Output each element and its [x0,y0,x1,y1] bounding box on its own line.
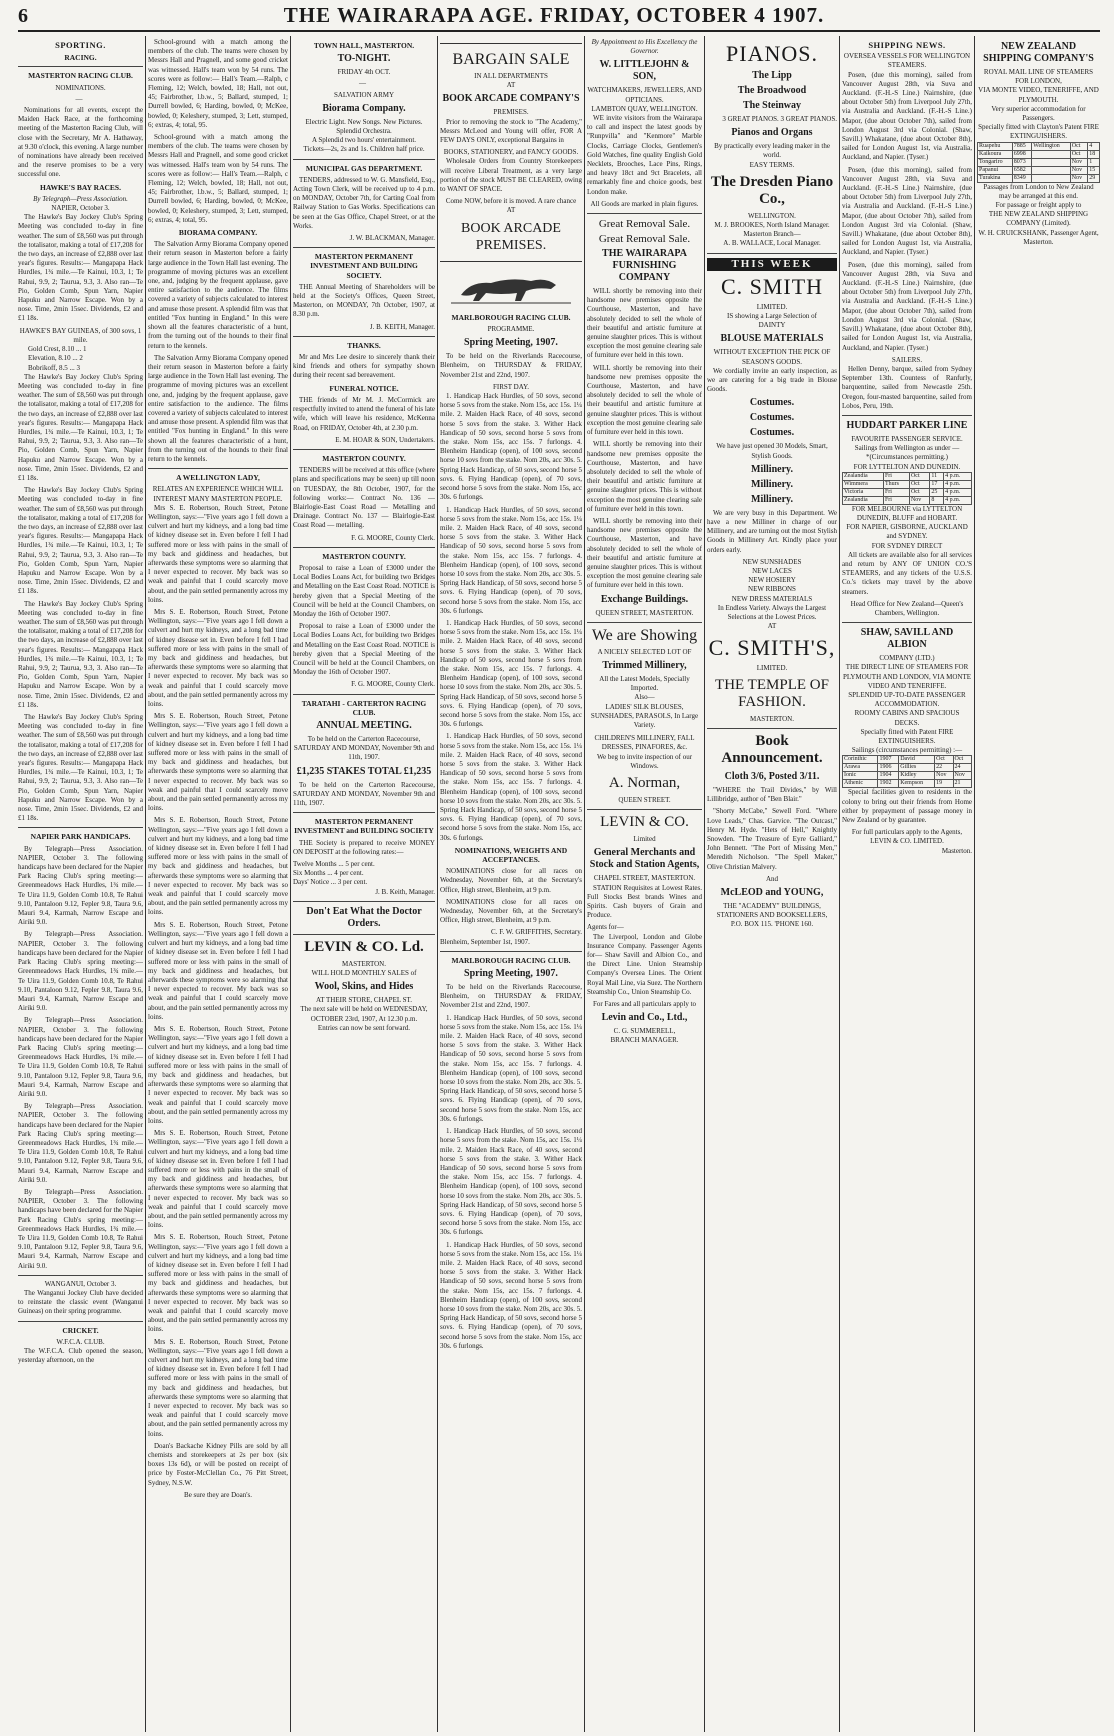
mpib-sign: J. B. KEITH, Manager. [369,322,435,331]
temple: THE TEMPLE OF FASHION. [715,676,829,710]
table-row: Papanui 6582 Nov 15 [978,166,1100,174]
section-heading: SPORTING. [55,40,106,50]
all-depts: IN ALL DEPARTMENTS [474,72,548,80]
napier-park-text: By Telegraph—Press Association. NAPIER, October 3. The following handicaps have been declared for the Napier Park Racing Club's spring meeting:— Greenmeadows Hack Hurdles, 1¾ mile.—Te Uira 11.9, Golden Comb 10.8, Te Rahui 9.10, Pantaloon 9.12, Fepler 9.8, Taura 9.6, Mauri 9.4, Karmah, Narrow Escape and Airiki 9.0. [18,930,143,1013]
station: STATION Requisites at Lowest Rates. Full Stocks Best brands Wines and Spirits. Cash buyers of Grain and Produce. [587,883,702,920]
napier-article: The Hawke's Bay Jockey Club's Spring Meeting was concluded to-day in fine weather. The sum of £8,560 was put through the totalisator, making a total of £17,208 for the two days, an increase of £2,888 over last year's figures. Results:— Mangapapa Hack Hurdles, 1¾ mile.—Te Kainui, 10.3, 1; Te Rahui, 9.9, 2; Taurua, 9.3, 3. Also ran—Te Pio, Golden Comb, Spun Yarn, Napier Hapuku and Narrow Escape. Won by a nose. Time, 2min 15sec. Dividends, £2 and £1 18s. [18,213,143,323]
book-arcade: BOOK ARCADE COMPANY'S [442,93,580,105]
funeral-text: THE friends of Mr M. J. McCormick are respectfully invited to attend the funeral of his late wife, which will leave his residence, McKenna Road, on FRIDAY, October 4th, at 2.30 p.m. [293,395,435,432]
for-melbourne: FOR MELBOURNE via LYTTELTON DUNEDIN, BLUFF and HOBART. [851,504,963,522]
pianos: PIANOS. [726,41,818,66]
at: AT [767,622,777,631]
masterton-branch: Masterton Branch— [743,230,801,239]
lambton: LAMBTON QUAY, WELLINGTON. [591,104,698,113]
wholesale: Wholesale Orders from Country Storekeepers will receive Liberal Treatment, as a very large portion of the stock MUST BE CLEARED, owing to WANT OF SPACE. [440,157,582,194]
limited: LIMITED. [756,302,788,311]
ladies: LADIES' SILK BLOUSES, SUNSHADES, PARASOLS, In Large Variety. [590,702,699,729]
cricket-continued: School-ground with a match among the members of the club. The teams were chosen by Messrs Hall and Pragnell, and some good cricket was witnessed. Hall's team won by 54 runs. The scores were as follow:— Hall's Team.—Ralph, c Fleming, 12; Welch, bowled, 18; Hall, not out, 45; Fairbrother, l.b.w., 5; Ballard, stumped, 1; Durrell bowled, 6; Harding, bowled, 0; McKee, bowled, 0; Keleshery, stumped, 3; Lett, stumped, 6; extras, 4; total, 95. [148,38,288,129]
result-line: Bobrikoff, 8.5 ... 3 [28,363,80,372]
bargain-heading: BARGAIN SALE [452,51,570,68]
splendid: SPLENDID UP-TO-DATE PASSENGER ACCOMMODATION. [848,690,966,709]
levin-heading: LEVIN & CO. Ld. [304,938,424,955]
gas-heading: MUNICIPAL GAS DEPARTMENT. [305,163,423,173]
spring-text: To be held on the Riverlands Racecourse, Blenheim, on THURSDAY & FRIDAY, November 21st and 22nd, 1907. [440,352,582,379]
electric: Electric Light. New Songs. New Pictures. Splendid Orchestra. [305,117,423,136]
nom-text: NOMINATIONS close for all races on Wednesday, November 6th, at the Secretary's Office, High street, Blenheim, at 9 p.m. [440,867,582,894]
specially: Specially fitted with Clayton's Patent FIRE EXTINGUISHERS. [978,123,1099,141]
masterton: MASTERTON. [750,714,794,723]
general: General Merchants and Stock and Station Agents, [589,847,700,871]
wallace: A. B. WALLACE, Local Manager. [723,239,821,248]
napier-park-text: By Telegraph—Press Association. NAPIER, October 3. The following handicaps have been declared for the Napier Park Racing Club's spring meeting:— Greenmeadows Hack Hurdles, 1¾ mile.—Te Uira 11.9, Golden Comb 10.8, Te Rahui 9.10, Pantaloon 9.12, Fepler 9.8, Taura 9.6, Mauri 9.4, Karmah, Narrow Escape and Airiki 9.0. [18,1016,143,1098]
page-number: 6 [18,5,28,27]
steinway: The Steinway [742,100,802,111]
column-sporting: SPORTING. RACING. MASTERTON RACING CLUB. NOMINATIONS. — Nominations for all events, except the Maiden Hack Race, at the forthcoming meeting of the Masterton Racing Club, will close with the Secretary, Mr A. Hathaway, at 9.30 o'clock, this evening. A large number of nominations have already been received and the reserve promises to be a very successful one. HAWKE'S BAY RACES. By Telegraph—Press Association. NAPIER, October 3. The Hawke's Bay Jockey Club's Spring Meeting was concluded to-day in fine weather. The sum of £8,560 was put through the totalisator, making a total of £17,208 for the two days, an increase of £2,888 over last year's figures. Results:— Mangapapa Hack Hurdles, 1¾ mile.—Te Kainui, 10.3, 1; Te Rahui, 9.9, 2; Taurua, 9.3, 3. Also ran—Te Pio, Golden Comb, Spun Yarn, Napier Hapuku and Narrow Escape. Won by a nose. Time, 2min 15sec. Dividends, £2 and £1 18s. HAWKE'S BAY GUINEAS, of 300 sovs, 1 mile. Gold Crest, 8.10 ... 1 Elevation, 8.10 ... 2 Bobrikoff, 8.5 ... 3 The Hawke's Bay Jockey Club's Spring Meeting was concluded to-day in fine weather. The sum of £8,560 was put through the totalisator, making a total of £17,208 for the two days, an increase of £2,888 over last year's figures. Results:— Mangapapa Hack Hurdles, 1¾ mile.—Te Kainui, 10.3, 1; Te Rahui, 9.9, 2; Taurua, 9.3, 3. Also ran—Te Pio, Golden Comb, Spun Yarn, Napier Hapuku and Narrow Escape. Won by a nose. Time, 2min 15sec. Dividends, £2 and £1 18s. The Hawke's Bay Jockey Club's Spring Meeting was concluded to-day in fine weather. The sum of £8,560 was put through the totalisator, making a total of £17,208 for the two days, an increase of £2,888 over last year's figures. Results:— Mangapapa Hack Hurdles, 1¾ mile.—Te Kainui, 10.3, 1; Te Rahui, 9.9, 2; Taurua, 9.3, 3. Also ran—Te Pio, Golden Comb, Spun Yarn, Napier Hapuku and Narrow Escape. Won by a nose. Time, 2min 15sec. Dividends, £2 and £1 18s. The Hawke's Bay Jockey Club's Spring Meeting was concluded to-day in fine weather. The sum of £8,560 was put through the totalisator, making a total of £17,208 for the two days, an increase of £2,888 over last year's figures. Results:— Mangapapa Hack Hurdles, 1¾ mile.—Te Kainui, 10.3, 1; Te Rahui, 9.9, 2; Taurua, 9.3, 3. Also ran—Te Pio, Golden Comb, Spun Yarn, Napier Hapuku and Narrow Escape. Won by a nose. Time, 2min 15sec. Dividends, £2 and £1 18s. The Hawke's Bay Jockey Club's Spring Meeting was concluded to-day in fine weather. The sum of £8,560 was put through the totalisator, making a total of £17,208 for the two days, an increase of £2,888 over last year's figures. Results:— Mangapapa Hack Hurdles, 1¾ mile.—Te Kainui, 10.3, 1; Te Rahui, 9.9, 2; Taurua, 9.3, 3. Also ran—Te Pio, Golden Comb, Spun Yarn, Napier Hapuku and Narrow Escape. Won by a nose. Time, 2min 15sec. Dividends, £2 and £1 18s. NAPIER PARK HANDICAPS. By Telegraph—Press Association. NAPIER, October 3. The following handicaps have been declared for the Napier Park Racing Club's spring meeting:— Greenmeadows Hack Hurdles, 1¾ mile.—Te Uira 11.9, Golden Comb 10.8, Te Rahui 9.10, Pantaloon 9.12, Fepler 9.8, Taura 9.6, Mauri 9.4, Karmah, Narrow Escape and Airiki 9.0. By Telegraph—Press Association. NAPIER, October 3. The following handicaps have been declared for the Napier Park Racing Club's spring meeting:— Greenmeadows Hack Hurdles, 1¾ mile.—Te Uira 11.9, Golden Comb 10.8, Te Rahui 9.10, Pantaloon 9.12, Fepler 9.8, Taura 9.6, Mauri 9.4, Karmah, Narrow Escape and Airiki 9.0. By Telegraph—Press Association. NAPIER, October 3. The following handicaps have been declared for the Napier Park Racing Club's spring meeting:— Greenmeadows Hack Hurdles, 1¾ mile.—Te Uira 11.9, Golden Comb 10.8, Te Rahui 9.10, Pantaloon 9.12, Fepler 9.8, Taura 9.6, Mauri 9.4, Karmah, Narrow Escape and Airiki 9.0. By Telegraph—Press Association. NAPIER, October 3. The following handicaps have been declared for the Napier Park Racing Club's spring meeting:— Greenmeadows Hack Hurdles, 1¾ mile.—Te Uira 11.9, Golden Comb 10.8, Te Rahui 9.10, Pantaloon 9.12, Fepler 9.8, Taura 9.6, Mauri 9.4, Karmah, Narrow Escape and Airiki 9.0. By Telegraph—Press Association. NAPIER, October 3. The following handicaps have been declared for the Napier Park Racing Club's spring meeting:— Greenmeadows Hack Hurdles, 1¾ mile.—Te Uira 11.9, Golden Comb 10.8, Te Rahui 9.10, Pantaloon 9.12, Fepler 9.8, Taura 9.6, Mauri 9.4, Karmah, Narrow Escape and Airiki 9.0. WANGANUI, October 3. The Wanganui Jockey Club have decided to reinstate the classic event (Wanganui Guineas) on their spring programme. CRICKET. W.F.C.A. CLUB. The W.F.C.A. Club opened the season, yesterday afternoon, on the [18,40,143,1365]
costumes: Costumes. [749,427,795,439]
table-row: Ruapehu 7885 Wellington Oct 4 [978,142,1100,150]
races-text: 1. Handicap Hack Hurdles, of 50 sovs, second horse 5 sovs from the stake. Nom 15s, acc 15s. 1¼ mile. 2. Maiden Hack Race, of 40 sovs, second horse 5 sovs from the stake. 3. Wither Hack Handicap of 50 sovs, second horse 5 sovs from the stake. Nom 15s, acc 15s. 7 furlongs. 4. Blenheim Handicap (open), of 100 sovs, second horse 10 sovs from the stake. Nom 20s, acc 30s. 5. Spring Hack Handicap, of 50 sovs, second horse 5 sovs. 6. Flying Handicap (open), of 70 sovs, second horse 5 sovs from the stake. Nom 15s, acc 30s. 6 furlongs. [440,1127,582,1237]
lady-article: Mrs S. E. Robertson, Rouch Street, Petone Wellington, says:—"Five years ago I fell down a culvert and hurt my kidneys, and a long bad time of kidney disease set in. Even before I fell I had suffered more or less with pains in the small of my back and giddiness and headaches, but afterwards these symptoms were so alarming that I never expected to recover. My back was so weak and painful that I could scarcely move about, and the pain settled permanently across my loins. [148,1233,288,1334]
marlborough-heading: MARLBOROUGH RACING CLUB. [451,955,571,965]
agents-list: The Liverpool, London and Globe Insurance Company. Passenger Agents for— Shaw Savill and Albion Co., and the Direct Line. Union Steamship Company's Oversea Lines. The Orient Royal Mail Line, via Suez. The Northern Steamship Co., Union Steamship Co. [587,932,702,996]
table-row: Wimmera Thurs Oct 17 4 p.m. [843,480,972,488]
millinery: Millinery. [751,478,793,490]
childrens: CHILDREN'S MILLINERY, FALL DRESSES, PINAFORES, &c. [594,734,695,752]
nzshipping: THE NEW ZEALAND SHIPPING COMPANY (Limited). [988,210,1089,228]
lady-heading: A WELLINGTON LADY, [176,473,260,483]
biorama-heading: BIORAMA COMPANY. [178,228,258,238]
removal: Great Removal Sale. [598,233,691,246]
steamers-text: Posen, (due this morning), sailed from Vancouver August 28th, via Suva and Auckland. (F.-H.-S Line.) Nairnshire, (due about October 5th) from Liverpool July 27th, via Australia and Auckland. (F.-H.-S Line.) Mapor, (due about October 7th), sailed from London August 3rd via Colonial. (Shaw, Savill.) Whakatane, (due about October 8th), sailed for London August 1st, via Australia, Auckland, and Napier. (Tyser.) [842,260,972,352]
lady-article: Mrs S. E. Robertson, Rouch Street, Petone Wellington, says:—"Five years ago I fell down a culvert and hurt my kidneys, and a long bad time of kidney disease set in. Even before I fell I had suffered more or less with pains in the small of my back and giddiness and headaches, but afterwards these symptoms were so alarming that I never expected to recover. My back was so weak and painful that I could scarcely move about, and the pain settled permanently across my loins. [148,1129,288,1230]
dainty: DAINTY [758,321,786,330]
levin-store: AT THEIR STORE, CHAPEL ST. [315,996,413,1005]
c-smiths: C. SMITH'S, [708,634,836,660]
lipp: The Lipp [752,70,792,81]
sailings: Sailings from Wellington as under — [854,444,960,453]
mpib2-heading: MASTERTON PERMANENT INVESTMENT and BUILDING SOCIETY [294,817,434,836]
marlborough-heading: MARLBOROUGH RACING CLUB. [451,312,571,322]
mpib-heading: MASTERTON PERMANENT INVESTMENT AND BUILDING SOCIETY. [310,252,418,280]
column-notices: TOWN HALL, MASTERTON. TO-NIGHT. FRIDAY 4th OCT. — SALVATION ARMY Biorama Company. Electric Light. New Songs. New Pictures. Splendid Orchestra. A Splendid two hours' entertainment. Tickets—2s, 2s and 1s. Children half price. MUNICIPAL GAS DEPARTMENT. TENDERS, addressed to W. G. Mansfield, Esq., Acting Town Clerk, will be received up to 4 p.m. on MONDAY, October 7th, for Carting Coal from Railway Station to Gas Works. Specifications can be seen at the Gas Office, Chapel Street, or at the Works. J. W. BLACKMAN, Manager. MASTERTON PERMANENT INVESTMENT AND BUILDING SOCIETY. THE Annual Meeting of Shareholders will be held at the Society's Offices, Queen Street, Masterton, on MONDAY, 7th October, 1907, at 8.30 p.m. J. B. KEITH, Manager. THANKS. Mr and Mrs Lee desire to sincerely thank their kind friends and others for sympathy shown during their recent sad bereavement. FUNERAL NOTICE. THE friends of Mr M. J. McCormick are respectfully invited to attend the funeral of his late wife, which will leave his residence, McKenna Road, on FRIDAY, October 4th, at 2.30 p.m. E. M. HOAR & SON, Undertakers. MASTERTON COUNTY. TENDERS will be received at this office (where plans and specifications may be seen) up till noon on TUESDAY, the 8th October, 1907, for the following works:— Contract No. 136 — Blairlogie-East Coast Road — Metalling and Drainage. Contract No. 137 — Blairlogie-East Coast Road — metalling. F. G. MOORE, County Clerk. MASTERTON COUNTY. Proposal to raise a Loan of £3000 under the Local Bodies Loans Act, for building two Bridges and Metalling on the East Coast Road. NOTICE is hereby given that a Special Meeting of the Council will be held at the Council Chambers, on Monday the 16th of October 1907. Proposal to raise a Loan of £3000 under the Local Bodies Loans Act, for building two Bridges and Metalling on the East Coast Road. NOTICE is hereby given that a Special Meeting of the Council will be held at the Council Chambers, on Monday the 16th of October 1907. F. G. MOORE, County Clerk. TARATAHI - CARTERTON RACING CLUB. ANNUAL MEETING. To be held on the Carterton Racecourse, SATURDAY AND MONDAY, November 9th and 11th, 1907. £1,235 STAKES TOTAL £1,235 To be held on the Carterton Racecourse, SATURDAY AND MONDAY, November 9th and 11th, 1907. MASTERTON PERMANENT INVESTMENT and BUILDING SOCIETY THE Society is prepared to receive MONEY ON DEPOSIT at the following rates:— Twelve Months ... 5 per cent. Six Months ... 4 per cent. Days' Notice ... 3 per cent. J. B. Keith, Manager. Don't Eat What the Doctor Orders. LEVIN & CO. Ld. MASTERTON. WILL HOLD MONTHLY SALES of Wool, Skins, and Hides AT THEIR STORE, CHAPEL ST. The next sale will be held on WEDNESDAY, OCTOBER 23rd, 1907, At 12.30 p.m. Entries can now be sent forward. [293,41,435,1032]
racing-heading: RACING. [64,53,97,63]
county-text: TENDERS will be received at this office (where plans and specifications may be seen) up till noon on TUESDAY, the 8th October, 1907, for the following works:— Contract No. 136 — Blairlogie-East Coast Road — Metalling and Drainage. Contract No. 137 — Blairlogie-East Coast Road — metalling. [293,466,435,530]
great: 3 GREAT PIANOS. 3 GREAT PIANOS. [722,115,837,123]
nz-ship: NEW ZEALAND SHIPPING COMPANY'S [983,41,1094,64]
also: Also— [634,693,655,702]
millinery: Millinery. [751,493,793,505]
huddart-table [842,472,972,505]
cruickshank: W. H. CRUICKSHANK, Passenger Agent, Masterton. [978,228,1099,246]
removal: Great Removal Sale. [598,218,691,231]
biorama-co: Biorama Company. [322,102,406,114]
freight: For Fares and all particulars apply to [592,1000,697,1009]
at: AT [506,206,516,215]
book-list: "Shorty McCabe," Sewell Ford. "Where Love Leads," Chas. Garvice. "The Outcast," Henry M. Hyde. "Hets of Hell," Knightly Snowden. "The Treasure of Eyre Galliard," John Bennett. "The Port of Missing Men," Meredith Nicholson. "The Spell Maker," Olive Christian Malvery. [707,807,837,871]
levin: LEVIN & CO. LIMITED. [870,837,944,846]
special: Special facilities given to residents in the colony to bring out their friends from Home either by prepayment of passage money in New Zealand or by guarantee. [842,788,972,825]
guaranteed: All Goods are marked in plain figures. [590,199,699,208]
wfc-text: WILL shortly be removing into their handsome new premises opposite the Courthouse, Masterton, and have absolutely decided to sell the whole of their beautiful and artistic furniture at genuine slaughter prices. This is without exception the most genuine clearing sale of furniture ever held in this town. [587,287,702,360]
via: VIA MONTE VIDEO, TENERIFFE, AND PLYMOUTH. [978,86,1099,104]
races-text: 1. Handicap Hack Hurdles, of 50 sovs, second horse 5 sovs from the stake. Nom 15s, acc 15s. 1¼ mile. 2. Maiden Hack Race, of 40 sovs, second horse 5 sovs from the stake. 3. Wither Hack Handicap of 50 sovs, second horse 5 sovs from the stake. Nom 15s, acc 15s. 7 furlongs. 4. Blenheim Handicap (open), of 100 sovs, second horse 10 sovs from the stake. Nom 20s, acc 30s. 5. Spring Hack Handicap, of 50 sovs, second horse 5 sovs. 6. Flying Handicap (open), of 70 sovs, second horse 5 sovs from the stake. Nom 15s, acc 30s. 6 furlongs. [440,1013,582,1123]
steamers-text: Posen, (due this morning), sailed from Vancouver August 28th, via Suva and Auckland. (F.-H.-S Line.) Nairnshire, (due about October 5th) from Liverpool July 27th, via Australia and Auckland. (F.-H.-S Line.) Mapor, (due about October 7th), sailed from London August 3rd via Colonial. (Shaw, Savill.) Whakatane, (due about October 8th), sailed for London August 1st, via Australia, Auckland, and Napier. (Tyser.) [842,165,972,257]
mpib-text: THE Annual Meeting of Shareholders will be held at the Society's Offices, Queen Street, Masterton, on MONDAY, 7th October, 1907, at 8.30 p.m. [293,282,435,319]
sailers-text: Hellen Denny, barque, sailed from Sydney September 13th. Countess of Ranfurly, barquentine, sailed from Newcastle 25th. Oregon, four-masted barquentine, sailed from Lobos, Peru, 19th. [842,364,972,410]
table-row: Zealandia Fri Oct 11 4 p.m. [843,472,972,480]
napier-article: The Hawke's Bay Jockey Club's Spring Meeting was concluded to-day in fine weather. The sum of £8,560 was put through the totalisator, making a total of £17,208 for the two days, an increase of £2,888 over last year's figures. Results:— Mangapapa Hack Hurdles, 1¾ mile.—Te Kainui, 10.3, 1; Te Rahui, 9.9, 2; Taurua, 9.3, 3. Also ran—Te Pio, Golden Comb, Spun Yarn, Napier Hapuku and Narrow Escape. Won by a nose. Time, 2min 15sec. Dividends, £2 and £1 18s. [18,486,143,596]
nzs-table [977,142,1100,183]
exchange: Exchange Buildings. [600,593,689,605]
tickets: Tickets—2s, 2s and 1s. Children half price. [303,145,425,154]
new-item: NEW SUNSHADES [742,557,802,566]
county-sign: F. G. MOORE, County Clerk. [351,533,435,542]
costumes: Costumes. [749,412,795,424]
oversea: OVERSEA VESSELS FOR WELLINGTON [843,52,971,61]
spring-meeting: Spring Meeting, 1907. [464,337,558,349]
roomy: ROOMY CABINS AND SPACIOUS DECKS. [854,709,960,727]
column-nzshipping [977,38,1100,1730]
agents: Agents for— [587,923,624,932]
napier-article: The Hawke's Bay Jockey Club's Spring Meeting was concluded to-day in fine weather. The sum of £8,560 was put through the totalisator, making a total of £17,208 for the two days, an increase of £2,888 over last year's figures. Results:— Mangapapa Hack Hurdles, 1¾ mile.—Te Kainui, 10.3, 1; Te Rahui, 9.9, 2; Taurua, 9.3, 3. Also ran—Te Pio, Golden Comb, Spun Yarn, Napier Hapuku and Narrow Escape. Won by a nose. Time, 2min 15sec. Dividends, £2 and £1 18s. [18,599,143,709]
limited2: LIMITED. [756,663,788,672]
prior: Prior to removing the stock to "The Academy," Messrs McLeod and Young will offer, FOR A FEW DAYS ONLY, exceptional Bargains in [440,117,582,145]
napier-park-text: By Telegraph—Press Association. NAPIER, October 3. The following handicaps have been declared for the Napier Park Racing Club's spring meeting:— Greenmeadows Hack Hurdles, 1¾ mile.—Te Uira 11.9, Golden Comb 10.8, Te Rahui 9.10, Pantaloon 9.12, Fepler 9.8, Taura 9.6, Mauri 9.4, Karmah, Narrow Escape and Airiki 9.0. [18,844,143,927]
lady-article: Mrs S. E. Robertson, Rouch Street, Petone Wellington, says:—"Five years ago I fell down a culvert and hurt my kidneys, and a long bad time of kidney disease set in. Even before I fell I had suffered more or less with pains in the small of my back and giddiness and headaches, but afterwards these symptoms were so alarming that I never expected to recover. My back was so weak and painful that I could scarcely move about, and the pain settled permanently across my loins. [148,1337,288,1438]
townhall-heading: TOWN HALL, MASTERTON. [313,41,415,50]
premises: PREMISES. [493,108,529,117]
levin2: Levin and Co., Ltd., [601,1012,688,1024]
annual-text: To be held on the Carterton Racecourse, SATURDAY AND MONDAY, November 9th and 11th, 1907. [293,780,435,807]
full: For full particulars apply to the Agents, [851,828,963,837]
napier-park-heading: NAPIER PARK HANDICAPS. [30,832,131,842]
come: Come NOW, before it is moved. A rare chance [445,197,577,206]
latest: All the Latest Models, Specially Imported. [599,674,690,693]
steamers-text: Posen, (due this morning), sailed from Vancouver August 28th, via Suva and Auckland. (F.-H.-S Line.) Nairnshire, (due about October 5th) from Liverpool July 27th, via Australia and Auckland. (F.-H.-S Line.) Mapor, (due about October 7th), sailed from London August 3rd via Colonial. (Shaw, Savill.) Whakatane, (due about October 8th), sailed for London August 1st, via Australia, Auckland, and Napier. (Tyser.) [842,70,972,162]
wfc-text: WILL shortly be removing into their handsome new premises opposite the Courthouse, Masterton, and have absolutely decided to sell the whole of their beautiful and artistic furniture at genuine slaughter prices. This is without exception the most genuine clearing sale of furniture ever held in this town. [587,440,702,513]
sailers: SAILERS. [891,355,923,364]
programme: PROGRAMME. [487,325,535,334]
wool: Wool, Skins, and Hides [314,981,414,993]
table-row: Athenic 1902 Kempson 19 21 [843,780,972,788]
nominations-heading: NOMINATIONS. [55,83,106,92]
first-day: FIRST DAY. [492,382,530,391]
and: And [765,874,779,883]
wellington: WELLINGTON. [748,211,796,220]
millinery: Millinery. [751,463,793,475]
summerell: C. G. SUMMERELL, [613,1027,676,1036]
wanganui-text: The Wanganui Jockey Club have decided to reinstate the classic event (Wanganui Guineas) on their spring programme. [18,1289,143,1316]
new-item: NEW LACES [752,567,792,576]
organs: Pianos and Organs [731,127,813,139]
company: COMPANY (LTD.) [879,654,935,663]
date: FRIDAY 4th OCT. [337,68,391,77]
stationers: STATIONERS AND BOOKSELLERS, [716,911,828,920]
table-row: Turakina 8349 Nov 29 [978,174,1100,182]
broadwood: The Broadwood [737,85,807,96]
keith: J. B. Keith, Manager. [375,887,435,896]
trimmed: Trimmed Millinery, [602,659,687,671]
county2-text: Proposal to raise a Loan of £3000 under the Local Bodies Loans Act, for building two Bridges and Metalling on the East Coast Road. NOTICE is hereby given that a Special Meeting of the Council will be held at the Council Chambers, on Monday the 16th of October 1907. [293,563,435,618]
lady-article: Mrs S. E. Robertson, Rouch Street, Petone Wellington, says:—"Five years ago I fell down a culvert and hurt my kidneys, and a long bad time of kidney disease set in. Even before I fell I had suffered more or less with pains in the small of my back and giddiness and headaches, but afterwards these symptoms were so alarming that I never expected to recover. My back was so weak and painful that I could scarcely move about, and the pain settled permanently across my loins. [148,816,288,917]
county2-heading: MASTERTON COUNTY. [322,551,406,561]
entries: Entries can now be sent forward. [317,1023,411,1032]
salvation: SALVATION ARMY [333,90,395,99]
doans-note: Be sure they are Doan's. [184,1490,252,1499]
lady-article: Mrs S. E. Robertson, Rouch Street, Petone Wellington, says:—"Five years ago I fell down a culvert and hurt my kidneys, and a long bad time of kidney disease set in. Even before I fell I had suffered more or less with pains in the small of my back and giddiness and headaches, but afterwards these symptoms were so alarming that I never expected to recover. My back was so weak and painful that I could scarcely move about, and the pain settled permanently across my loins. [148,503,288,604]
splendid: A Splendid two hours' entertainment. [311,136,417,145]
cordially: We cordially invite an early inspection, as we are catering for a big trade in Blouse Goods. [707,366,837,394]
direct: THE DIRECT LINE OF STEAMERS FOR PLYMOUTH AND LONDON, VIA MONTE VIDEO AND TENERIFFE. [842,663,972,690]
cricket-heading: CRICKET. [62,1325,99,1335]
column-news [148,38,288,1730]
brookes: M. J. BROOKES, North Island Manager. [714,221,830,230]
head-office: Head Office for New Zealand—Queen's Chambers, Wellington. [850,599,964,617]
column-merchants [587,38,702,1730]
nom-text: NOMINATIONS close for all races on Wednesday, November 6th, at the Secretary's Office, High street, Blenheim, at 9 p.m. [440,897,582,925]
result-line: Elevation, 8.10 ... 2 [28,354,83,363]
for-sydney: FOR SYDNEY DIRECT [871,541,943,550]
rate-line: Six Months ... 4 per cent. [293,869,364,878]
taratahi-heading: TARATAHI - CARTERTON RACING CLUB. [301,698,427,717]
costumes: Costumes. [749,397,795,409]
column-bargain [440,38,582,1730]
littlejohn: W. LITTLEJOHN & SON, [599,59,690,83]
dresden: The Dresden Piano Co., [710,173,834,207]
nominations-heading: NOMINATIONS, WEIGHTS AND ACCEPTANCES. [454,845,568,865]
shaw: SHAW, SAVILL AND ALBION [860,627,954,651]
blenheim-date: Blenheim, September 1st, 1907. [440,937,530,946]
easy: EASY TERMS. [749,160,795,169]
wfca-text: The W.F.C.A. Club opened the season, yesterday afternoon, on the [18,1347,143,1365]
races-text: 1. Handicap Hack Hurdles, of 50 sovs, second horse 5 sovs from the stake. Nom 15s, acc 15s. 1¼ mile. 2. Maiden Hack Race, of 40 sovs, second horse 5 sovs from the stake. 3. Wither Hack Handicap of 50 sovs, second horse 5 sovs from the stake. Nom 15s, acc 15s. 7 furlongs. 4. Blenheim Handicap (open), of 100 sovs, second horse 10 sovs from the stake. Nom 20s, acc 30s. 5. Spring Hack Handicap, of 50 sovs, second horse 5 sovs. 6. Flying Handicap (open), of 70 sovs, second horse 5 sovs from the stake. Nom 15s, acc 30s. 6 furlongs. [440,505,582,615]
very-busy: We are very busy in this Department. We have a new Milliner in charge of our Millinery, and are turning out the most Stylish Goods in Millinery Art. Kindly place your orders early. [707,508,837,554]
wfc-text: WILL shortly be removing into their handsome new premises opposite the Courthouse, Masterton, and have absolutely decided to sell the whole of their beautiful and artistic furniture at genuine slaughter prices. This is without exception the most genuine clearing sale of furniture ever held in this town. [587,516,702,590]
for-passage: For passage or freight apply to [995,201,1082,210]
next-sale: The next sale will be held on WEDNESDAY, OCTOBER 23rd, 1907, At 12.30 p.m. [300,1005,428,1023]
wfc: THE WAIRARAPA FURNISHING COMPANY [602,248,687,284]
hawkes-bay-heading: HAWKE'S BAY RACES. [40,182,121,192]
annual-meeting: ANNUAL MEETING. [316,719,412,731]
new-item: NEW HOSIERY [748,576,796,585]
queen-st: QUEEN STREET, MASTERTON. [595,608,694,617]
biorama-article: The Salvation Army Biorama Company opened their return season in Masterton before a fairly large audience in the Town Hall last evening. The programme of moving pictures was an excellent one, and, judging by the frequent applause, gave entire satisfaction to the audience. The films covered a variety of subjects calculated to interest and amuse those present. A splendid film was that entitled "Fox hunting in England." In this were shown all the features characteristic of a hunt, from the turning out of the hounds to their final return to the kennels. [148,353,288,463]
napier-park-text: By Telegraph—Press Association. NAPIER, October 3. The following handicaps have been declared for the Napier Park Racing Club's spring meeting:— Greenmeadows Hack Hurdles, 1¾ mile.—Te Uira 11.9, Golden Comb 10.8, Te Rahui 9.10, Pantaloon 9.12, Fepler 9.8, Taura 9.6, Mauri 9.4, Karmah, Narrow Escape and Airiki 9.0. [18,1102,143,1184]
county2-sign: F. G. MOORE, County Clerk. [351,680,435,689]
napier-article: The Hawke's Bay Jockey Club's Spring Meeting was concluded to-day in fine weather. The sum of £8,560 was put through the totalisator, making a total of £17,208 for the two days, an increase of £2,888 over last year's figures. Results:— Mangapapa Hack Hurdles, 1¾ mile.—Te Kainui, 10.3, 1; Te Rahui, 9.9, 2; Taurua, 9.3, 3. Also ran—Te Pio, Golden Comb, Spun Yarn, Napier Hapuku and Narrow Escape. Won by a nose. Time, 2min 15sec. Dividends, £2 and £1 18s. [18,372,143,482]
funeral-heading: FUNERAL NOTICE. [329,383,399,393]
cloth: Cloth 3/6, Posted 3/11. [724,770,820,782]
blouse: BLOUSE MATERIALS [720,333,824,345]
showing: IS showing a Large Selection of [727,312,817,321]
levin-place: MASTERTON. [342,959,386,968]
wfca-heading: W.F.C.A. CLUB. [56,1337,105,1346]
mpib2-text: THE Society is prepared to receive MONEY ON DEPOSIT at the following rates:— [293,838,435,856]
superior: Very superior accommodation for Passengers. [991,104,1086,123]
without: WITHOUT EXCEPTION THE PICK OF SEASON'S GOODS. [713,348,831,366]
masthead [18,3,1100,32]
just-opened: We have just opened 30 Models, Smart, Stylish Goods. [716,442,828,460]
levin-text: WILL HOLD MONTHLY SALES of [311,969,417,978]
huddart: HUDDART PARKER LINE [846,419,968,431]
shipping-heading: SHIPPING NEWS. [868,40,946,50]
for-lyttelton: FOR LYTTELTON AND DUNEDIN. [853,462,961,471]
gas-text: TENDERS, addressed to W. G. Mansfield, Esq., Acting Town Clerk, will be received up to 4 p.m. on MONDAY, October 7th, for Carting Coal from Railway Station to Gas Works. Specifications can be seen at the Gas Office, Chapel Street, or at the Works. [293,175,435,230]
tickets-text: All tickets are available also for all services and return by ANY OF UNION CO.'S STEAMERS, and any tickets of the U.S.S. Co.'s tickets may travel by the above steamers. [842,550,972,596]
table-row: Tongariro 8073 Nov 1 [978,158,1100,166]
masterton: Masterton. [941,846,972,855]
sailings2: Sailings (circumstances permitting) :— [851,746,963,755]
napier-article: The Hawke's Bay Jockey Club's Spring Meeting was concluded to-day in fine weather. The sum of £8,560 was put through the totalisator, making a total of £17,208 for the two days, an increase of £2,888 over last year's figures. Results:— Mangapapa Hack Hurdles, 1¾ mile.—Te Kainui, 10.3, 1; Te Rahui, 9.9, 2; Taurua, 9.3, 3. Also ran—Te Pio, Golden Comb, Spun Yarn, Napier Hapuku and Narrow Escape. Won by a nose. Time, 2min 15sec. Dividends, £2 and £1 18s. [18,713,143,823]
mcleod: McLEOD and YOUNG, [720,886,824,898]
guineas-heading: HAWKE'S BAY GUINEAS, of 300 sovs, 1 mile. [19,326,142,344]
lady-article: Mrs S. E. Robertson, Rouch Street, Petone Wellington, says:—"Five years ago I fell down a culvert and hurt my kidneys, and a long bad time of kidney disease set in. Even before I fell I had suffered more or less with pains in the small of my back and giddiness and headaches, but afterwards these symptoms were so alarming that I never expected to recover. My back was so weak and painful that I could scarcely move about, and the pain settled permanently across my loins. [148,1024,288,1125]
fitted: Specially fitted with Patent FIRE EXTINGUISHERS. [860,727,954,745]
table-row: Arawa 1906 Gillies 22 24 [843,764,972,772]
book-ann: Book Announcement. [721,732,823,766]
county-heading: MASTERTON COUNTY. [322,453,406,463]
sign: C. F. W. GRIFFITHS, Secretary. [491,928,582,937]
norman: A. Norman, [608,774,681,791]
rate-line: Days' Notice ... 3 per cent. [293,878,368,887]
where: "WHERE the Trail Divides," by Will Lillibridge, author of "Ben Blair." [707,785,837,804]
table-row: Ionic 1904 Kidley Nov Nov [843,772,972,780]
beg: We beg to invite inspection of our Windows. [596,752,693,770]
spring-meeting: Spring Meeting, 1907. [464,968,558,980]
races-text: 1. Handicap Hack Hurdles, of 50 sovs, second horse 5 sovs from the stake. Nom 15s, acc 15s. 1¼ mile. 2. Maiden Hack Race, of 40 sovs, second horse 5 sovs from the stake. 3. Wither Hack Handicap of 50 sovs, second horse 5 sovs from the stake. Nom 15s, acc 15s. 7 furlongs. 4. Blenheim Handicap (open), of 100 sovs, second horse 10 sovs from the stake. Nom 20s, acc 30s. 5. Spring Hack Handicap, of 50 sovs, second horse 5 sovs. 6. Flying Handicap (open), of 70 sovs, second horse 5 sovs from the stake. Nom 15s, acc 30s. 6 furlongs. [440,618,582,729]
annual-text: To be held on the Carterton Racecourse, SATURDAY AND MONDAY, November 9th and 11th, 1907. [293,734,435,762]
chapel: CHAPEL STREET, MASTERTON. [593,874,696,883]
spring-text: To be held on the Riverlands Racecourse, Blenheim, on THURSDAY & FRIDAY, November 21st and 22nd, 1907. [440,983,582,1010]
po: P.O. BOX 115. 'PHONE 160. [730,920,814,929]
races-text: 1. Handicap Hack Hurdles, of 50 sovs, second horse 5 sovs from the stake. Nom 15s, acc 15s. 1¼ mile. 2. Maiden Hack Race, of 40 sovs, second horse 5 sovs from the stake. 3. Wither Hack Handicap of 50 sovs, second horse 5 sovs from the stake. Nom 15s, acc 15s. 7 furlongs. 4. Blenheim Handicap (open), of 100 sovs, second horse 10 sovs from the stake. Nom 20s, acc 30s. 5. Spring Hack Handicap, of 50 sovs, second horse 5 sovs. 6. Flying Handicap (open), of 70 sovs, second horse 5 sovs from the stake. Nom 15s, acc 30s. 6 furlongs. [440,732,582,842]
table-row: Zealandia Fri Nov 8 4 p.m. [843,496,972,504]
biorama-article: The Salvation Army Biorama Company opened their return season in Masterton before a fairly large audience in the Town Hall last evening. The programme of moving pictures was an excellent one, and, judging by the frequent applause, gave entire satisfaction to the audience. The films covered a variety of subjects calculated to interest and amuse those present. A splendid film was that entitled "Fox hunting in England." In this were shown all the features characteristic of a hunt, from the turning out of the hounds to their final return to the kennels. [148,240,288,350]
for-napier: FOR NAPIER, GISBORNE, AUCKLAND and SYDNEY. [846,523,968,541]
newspaper-title: THE WAIRARAPA AGE. FRIDAY, OCTOBER 4 1907. [283,3,825,27]
table-row: Kaikoura 6998 Oct 18 [978,150,1100,158]
cricket-continued: School-ground with a match among the members of the club. The teams were chosen by Messrs Hall and Pragnell, and some good cricket was witnessed. Hall's team won by 54 runs. The scores were as follow:— Hall's Team.—Ralph, c Fleming, 12; Welch, bowled, 18; Hall, not out, 45; Fairbrother, l.b.w., 5; Ballard, stumped, 1; Durrell bowled, 6; Harding, bowled, 0; McKee, bowled, 0; Keleshery, stumped, 3; Lett, stumped, 6; extras, 4; total, 95. [148,133,288,224]
by-practically: By practically every leading maker in the world. [714,142,830,160]
dateline: NAPIER, October 3. [51,204,110,213]
favourite: FAVOURITE PASSENGER SERVICE. [851,434,963,443]
watch: WATCHMAKERS, JEWELLERS, AND OPTICIANS. [587,86,702,104]
column-pianos [707,38,837,1730]
result-line: Gold Crest, 8.10 ... 1 [28,345,87,354]
steamers: STEAMERS. [887,61,927,70]
races-text: 1. Handicap Hack Hurdles, of 50 sovs, second horse 5 sovs from the stake. Nom 15s, acc 15s. 1¼ mile. 2. Maiden Hack Race, of 40 sovs, second horse 5 sovs from the stake. 3. Wither Hack Handicap of 50 sovs, second horse 5 sovs from the stake. Nom 15s, acc 15s. 7 furlongs. 4. Blenheim Handicap (open), of 100 sovs, second horse 10 sovs from the stake. Nom 20s, acc 30s. 5. Spring Hack Handicap, of 50 sovs, second horse 5 sovs. 6. Flying Handicap (open), of 70 sovs, second horse 5 sovs from the stake. Nom 15s, acc 30s. 6 furlongs. [440,392,582,502]
queen2: QUEEN STREET. [618,795,671,804]
showing: We are Showing [591,626,698,644]
nicely: A NICELY SELECTED LOT OF [597,647,692,656]
racehorse-illustration [440,267,582,307]
telegraph-line: By Telegraph—Press Association. [33,194,128,203]
levin: LEVIN & CO. [600,814,689,831]
book-arcade-premises: BOOK ARCADE PREMISES. [461,220,561,253]
academy: THE "ACADEMY" BUILDINGS, [723,901,821,910]
thanks-text: Mr and Mrs Lee desire to sincerely thank their kind friends and others for sympathy shown during their recent sad bereavement. [293,353,435,380]
wfc-text: WILL shortly be removing into their handsome new premises opposite the Courthouse, Masterton, and have absolutely decided to sell the whole of their beautiful and artistic furniture at genuine slaughter prices. This is without exception the most genuine clearing sale of furniture ever held in this town. [587,363,702,437]
lady-article: Mrs S. E. Robertson, Rouch Street, Petone Wellington, says:—"Five years ago I fell down a culvert and hurt my kidneys, and a long bad time of kidney disease set in. Even before I fell I had suffered more or less with pains in the small of my back and giddiness and headaches, but afterwards these symptoms were so alarming that I never expected to recover. My back was so weak and painful that I could scarcely move about, and the pain settled permanently across my loins. [148,607,288,709]
circ: *(Circumstances permitting.) [865,453,949,462]
races-text: 1. Handicap Hack Hurdles, of 50 sovs, second horse 5 sovs from the stake. Nom 15s, acc 15s. 1¼ mile. 2. Maiden Hack Race, of 40 sovs, second horse 5 sovs from the stake. 3. Wither Hack Handicap of 50 sovs, second horse 5 sovs from the stake. Nom 15s, acc 15s. 7 furlongs. 4. Blenheim Handicap (open), of 100 sovs, second horse 10 sovs from the stake. Nom 20s, acc 30s. 5. Spring Hack Handicap, of 50 sovs, second horse 5 sovs. 6. Flying Handicap (open), of 70 sovs, second horse 5 sovs from the stake. Nom 15s, acc 30s. 6 furlongs. [440,1240,582,1350]
royal: ROYAL MAIL LINE OF STEAMERS FOR LONDON, [983,68,1094,86]
county2-text: Proposal to raise a Loan of £3000 under the Local Bodies Loans Act, for building two Bridges and Metalling on the East Coast Road. NOTICE is hereby given that a Special Meeting of the Council will be held at the Council Chambers, on Monday the 16th of October 1907. [293,622,435,677]
new-item: NEW DRESS MATERIALS [731,594,813,603]
doans-text: Doan's Backache Kidney Pills are sold by all chemists and storekeepers at 2s per box (six boxes 13s 6d), or will be posted on receipt of price by Foster-McClellan Co., 76 Pitt Street, Sydney, N.S.W. [148,1441,288,1487]
tonight: TO-NIGHT. [337,53,391,65]
invite: WE invite visitors from the Wairarapa to call and inspect the latest goods by "Runpvilla" and "Kenmore" Marble Clocks, Carriage Clocks, Gentlemen's Gold Watches, fine quality English Gold Necklets, Brooches, Lace Pins, Rings, and heavy 18ct and 9ct Bracelets, all remarkably fine and choice goods, best London make. [587,114,702,196]
this-week: THIS WEEK [707,258,837,271]
dont-heading: Don't Eat What the Doctor Orders. [306,905,422,929]
shaw-table [842,755,972,788]
goods: BOOKS, STATIONERY, and FANCY GOODS. [443,148,579,157]
passages: Passages from London to New Zealand may be arranged at this end. [983,182,1094,200]
limited: Limited [633,835,656,844]
lady-article: Mrs S. E. Robertson, Rouch Street, Petone Wellington, says:—"Five years ago I fell down a culvert and hurt my kidneys, and a long bad time of kidney disease set in. Even before I fell I had suffered more or less with pains in the small of my back and giddiness and headaches, but afterwards these symptoms were so alarming that I never expected to recover. My back was so weak and painful that I could scarcely move about, and the pain settled permanently across my loins. [148,920,288,1021]
stakes: £1,235 STAKES TOTAL £1,235 [296,765,432,777]
gas-sign: J. W. BLACKMAN, Manager. [349,234,435,243]
rate-line: Twelve Months ... 5 per cent. [293,860,375,869]
nominations-text: Nominations for all events, except the Maiden Hack Race, at the forthcoming meeting of the Masterton Racing Club, will close with the Secretary, Mr A. Hathaway, at 9.30 o'clock, this evening. A large number of nominations have already been received and the reserve promises to be a very successful one. [18,106,143,179]
table-row: Corinthic 1907 David Oct Oct [843,756,972,764]
lady-article: Mrs S. E. Robertson, Rouch Street, Petone Wellington, says:—"Five years ago I fell down a culvert and hurt my kidneys, and a long bad time of kidney disease set in. Even before I fell I had suffered more or less with pains in the small of my back and giddiness and headaches, but afterwards these symptoms were so alarming that I never expected to recover. My back was so weak and painful that I could scarcely move about, and the pain settled permanently across my loins. [148,712,288,813]
club-heading: MASTERTON RACING CLUB. [28,71,133,81]
column-shipping [842,38,972,1730]
table-row: Victoria Fri Oct 25 4 p.m. [843,488,972,496]
wanganui-heading: WANGANUI, October 3. [44,1279,117,1288]
lady-subheading: RELATES AN EXPERIENCE WHICH WILL INTEREST MANY MASTERTON PEOPLE. [152,485,284,503]
appt: By Appointment to His Excellency the Governor. [591,38,698,56]
napier-park-text: By Telegraph—Press Association. NAPIER, October 3. The following handicaps have been declared for the Napier Park Racing Club's spring meeting:— Greenmeadows Hack Hurdles, 1¾ mile.—Te Uira 11.9, Golden Comb 10.8, Te Rahui 9.10, Pantaloon 9.12, Fepler 9.8, Taura 9.6, Mauri 9.4, Karmah, Narrow Escape and Airiki 9.0. [18,1187,143,1270]
thanks-heading: THANKS. [347,340,381,350]
branch: BRANCH MANAGER. [610,1036,679,1045]
endless: In Endless Variety. Always the Largest Selections at the Lowest Prices. [717,603,827,622]
funeral-sign: E. M. HOAR & SON, Undertakers. [335,435,435,444]
new-item: NEW RIBBONS [748,585,796,594]
at: AT [506,81,516,90]
c-smith: C. SMITH [720,273,824,299]
